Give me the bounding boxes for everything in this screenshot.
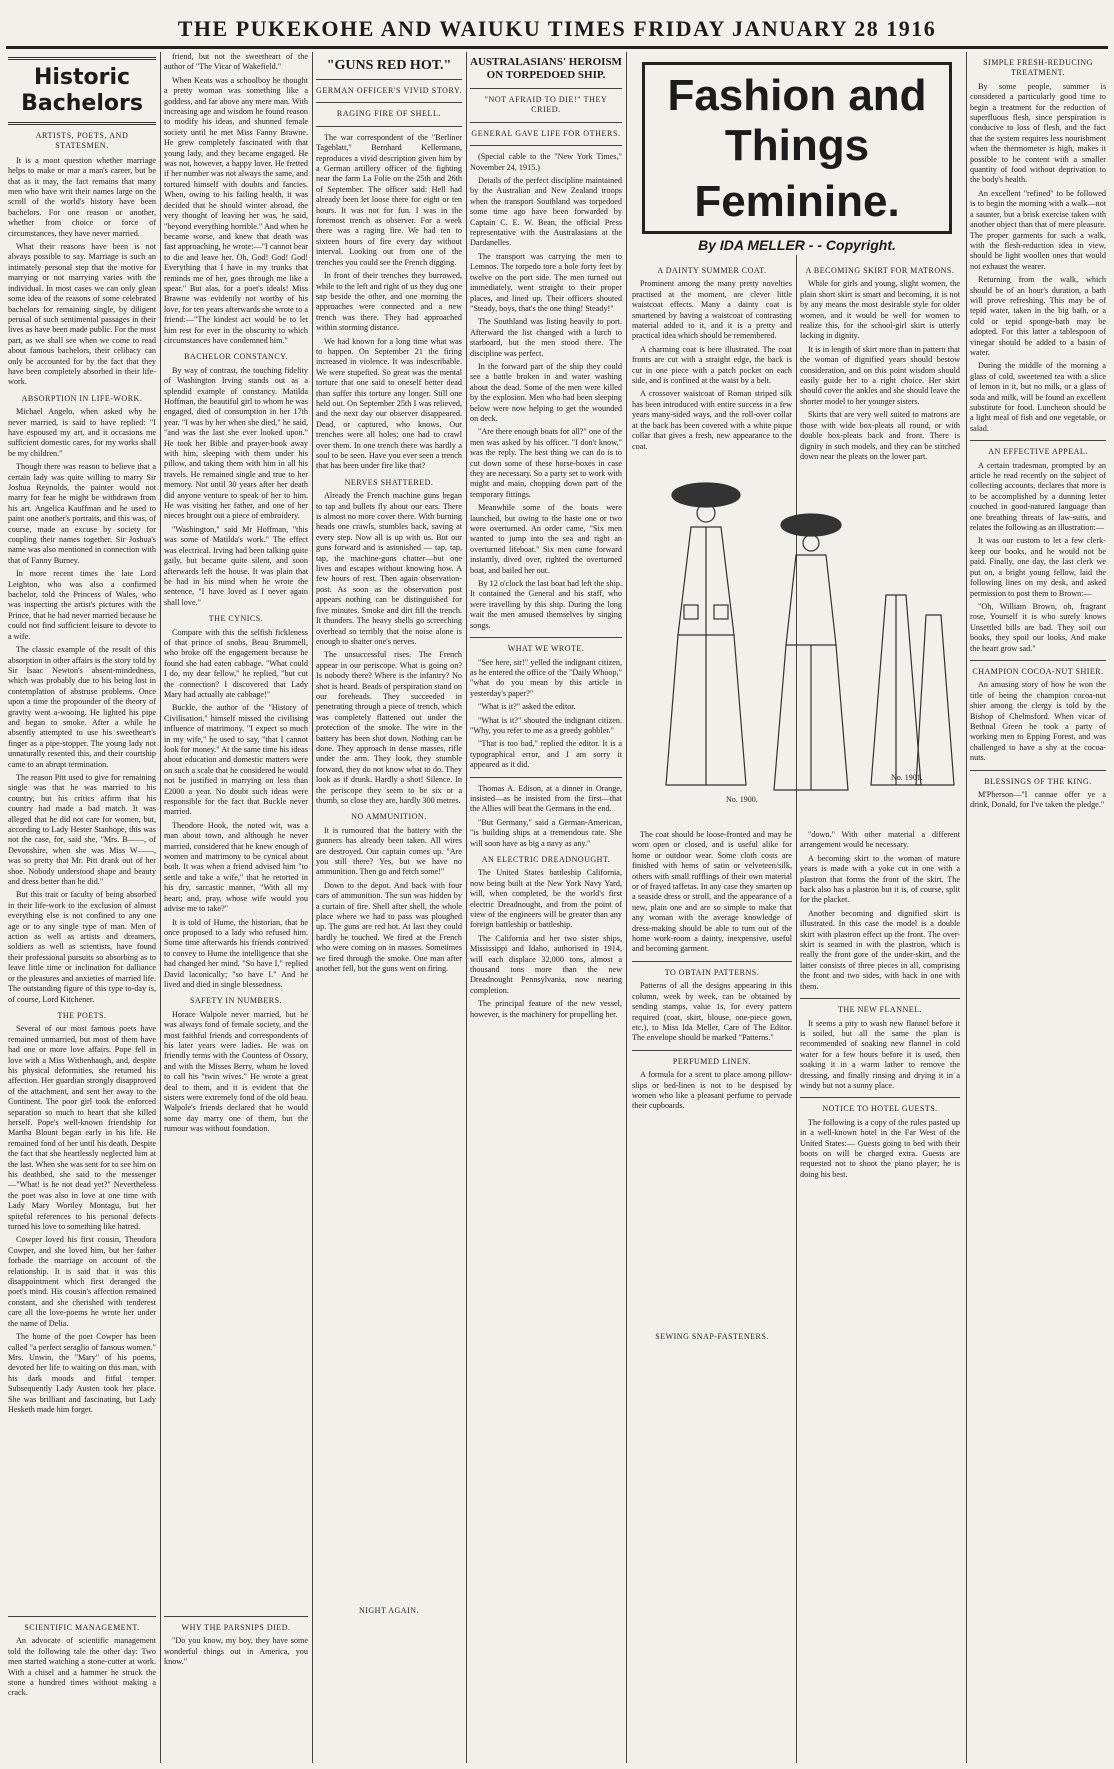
section-heading: A BECOMING SKIRT FOR MATRONS. [805, 266, 955, 275]
paragraph: "See here, sir!" yelled the indignant citizen, as he entered the office of the "Daily Whoop," "what do you mean by this article in yesterday's paper?" [470, 657, 622, 698]
fashion-header [632, 52, 962, 252]
paragraph: In more recent times the late Lord Leighton, who was also a confirmed bachelor, told the Princess of Wales, who was inspecting the artist's pictures with the Prince, that he had never married because he could not find sufficient leisure to devote to a wife. [8, 569, 156, 641]
paragraph: Already the French machine guns began to tap and bullets fly about our ears. There is almost no more cover there. With burning heads one crawls, stumbles back, saving at every step. Now all is up with us. But our guns forward and is astonished — tap, tap, tap, the machine-guns chatter—but one lives and escapes without knowing how. A few hours of rest. Then again observation-post. As soon as the observation post appears nothing can be distinguished for five minutes. Smoke and dirt fill the trench. It thunders. The heavy shells go screeching overhead so terribly that the noise alone is enough to shatter one's nerves. [316, 491, 462, 646]
paragraph: Thomas A. Edison, at a dinner in Orange, insisted—as he insisted from the first—that the Allies will beat the Germans in the end. [470, 783, 622, 814]
article-subtitle: GERMAN OFFICER'S VIVID STORY. [316, 86, 462, 95]
paragraph: It is rumoured that the battery with the gunners has already been taken. All wires are destroyed. Our captain comes up. "Are you still there? Yes, but we have no ammunition. Then go and fetch some!" [316, 825, 462, 877]
section-heading: NERVES SHATTERED. [344, 477, 434, 487]
paragraph: An excellent "refined" to be followed is to begin the morning with a walk—not a saunter, but a brisk exercise taken with another object than that of mere pleasure. The proper garments for such a walk, with the flesh-reduction idea in view, should be light woollen ones that would not exhaust the wearer. [970, 188, 1106, 271]
fashion-byline: By IDA MELLER - - Copyright. [698, 237, 896, 253]
section-heading: NO AMMUNITION. [351, 812, 427, 822]
paragraph: "down." With other material a different arrangement would be necessary. [800, 830, 960, 850]
paragraph: It is a moot question whether marriage helps to make or mar a man's career, but be that as it may, the fact remains that many men who have writ their names large on the scroll of the world's history have been bachelors. For one reason or another, whether from choice or force of circumstances, they have never married. [8, 155, 156, 238]
fashion-title-line2: Feminine. [694, 177, 900, 226]
paragraph: The California and her two sister ships, Mississippi and Idaho, authorised in 1914, will each displace 32,000 tons, almost a thousand tons more than the new Dreadnought Pennsylvania, now nearing completion. [470, 933, 622, 995]
paragraph: It was our custom to let a few clerk-keep our books, and he would not be paid. Finally, one day, the last clerk we put on, a bright young fellow, laid the following lines on my desk, and asked permission to post them to Brown:— [970, 536, 1106, 598]
section-heading: BLESSINGS OF THE KING. [984, 776, 1092, 786]
figure-caption: No. 1900. [726, 795, 758, 804]
paragraph: Though there was reason to believe that a certain lady was quite willing to marry Sir Joshua Reynolds, the painter would not marry for fear he might be withdrawn from his art. Angelica Kauffman and he used to paint one another's portraits, and this was, of course, made an excuse by society for coupling their names together. Sir Joshua's name was also mentioned in connection with that of Fanny Burney. [8, 462, 156, 565]
paragraph: The unsuccessful rises. The French appear in our periscope. What is going on? Is nobody there? Where is the infantry? No shot is heard. Beads of perspiration stand on our foreheads. They succeeded in penetrating through a piece of trench, which was completely flattened out under the protection of the smoke. The wire in the battery has been shot down. Nothing can be done. They approach in dense masses, rifle under the arm. They look, they stumble forward, they do not know what to do. They look as if drunk. Hardly a shot! Silence. In the periscope they seem to be six or a thumb, so close they are, hardly 300 metres. [316, 650, 462, 805]
paragraph: By way of contrast, the touching fidelity of Washington Irving stands out as a splendid example of constancy. Matilda Hoffman, the beautiful girl to whom he was engaged, died of consumption in her 17th year. "I was by her when she died," he said, "and was the last she ever looked upon." He took her Bible and prayer-book away with him, sleeping with them under his pillow, and taking them with him in all his travels. He remained single and true to her memory. Not until 30 years after her death did anyone venture to speak of her to him. He was visiting her father, and one of her nieces brought out a piece of embroidery. [164, 365, 308, 521]
paragraph: An advocate of scientific management told the following tale the other day: Two men started watching a stone-cutter at work. With a chisel and a hammer he struck the stone a hundred times without making a crack. [8, 1636, 156, 1698]
paragraph: Theodore Hook, the noted wit, was a man about town, and although he never married, considered that he knew enough of women and matrimony to be cynical about both. It was when a friend advised him "to settle and take a wife," that he retorted in his dry, sarcastic manner, "With all my heart; and, pray, whose wife would you advise me to take?" [164, 820, 308, 914]
paragraph: Skirts that are very well suited to matrons are those with wide box-pleats all round, or with double box-pleats back and front. There is dignity in such models, and they can be stitched down near the pleats on the lower part. [800, 410, 960, 461]
section-heading: THE NEW FLANNEL. [837, 1005, 923, 1015]
section-heading: NOTICE TO HOTEL GUESTS. [822, 1104, 938, 1114]
paragraph: "But Germany," said a German-American, "is building ships at a tremendous rate. She will soon have as big a navy as any." [470, 817, 622, 848]
column-right [970, 52, 1106, 1763]
paragraph: Details of the perfect discipline maintained by the Australian and New Zealand troops when the transport Southland was torpedoed some time ago have been forwarded by Captain C. E. W. Bean, the official Press representative with the Australasians at the Dardanelles. [470, 176, 622, 248]
section-heading: SCIENTIFIC MANAGEMENT. [24, 1623, 140, 1632]
masthead-rule [6, 46, 1108, 49]
paragraph: The reason Pitt used to give for remaining single was that he was married to his country, but his critics affirm that his country had made a bad match. It was alleged that he did not care for women, but, according to Lady Hester Stanhope, this was not the case, for, said she, "Mrs. B——, of Devonshire, when she was Miss W——, was so pretty that Mr. Pitt drank out of her shoe. Nobody understood shape and beauty and dress better than he did." [8, 772, 156, 887]
section-heading: SIMPLE FRESH-REDUCING TREATMENT. [983, 58, 1093, 78]
paragraph: But this trait or faculty of being absorbed in their life-work to the exclusion of almost everything else is not confined to any one age or to any single type of man. Men of action as well as artists and dreamers, soldiers as well as scientists, have found their professional pursuits so absorbing as to leave little time or inclination for dalliance or the pleasures and anxieties of married life. The outstanding figure of this type to-day is, of course, Lord Kitchener. [8, 890, 156, 1004]
paragraph: "That is too bad," replied the editor. It is a typographical error, and I am sorry it appeared as it did. [470, 739, 622, 770]
paragraph: Cowper loved his first cousin, Theodora Cowper, and she loved him, but her father forbade the marriage on account of the relationship. It is said that it was this disappointment which first deranged the poet's mind. His cousin's affection remained constant, and she cherished with tenderest care all the love-poems he wrote her under the name of Delia. [8, 1235, 156, 1328]
paragraph: Compare with this the selfish fickleness of that prince of snobs, Beau Brummell, who broke off the engagement because he found she had eaten cabbage. "What could I do, my dear fellow," he replied, "but cut the connection? I discovered that Lady Mary had actually ate cabbage!" [164, 627, 308, 699]
section-heading: TO OBTAIN PATTERNS. [664, 967, 760, 977]
section-heading: PERFUMED LINEN. [672, 1056, 752, 1066]
paragraph: A formula for a scent to place among pillow-slips or bed-linen is not to be despised by women who like a pleasant perfume to pervade their cupboards. [632, 1070, 792, 1111]
paragraph: By some people, summer is considered a particularly good time to begin a treatment for the reduction of superfluous flesh, since perspiration is conducive to loss of flesh, and the fact that the system requires less nourishment when the thermometer is high, makes it possible to be content with a smaller quantity of food without deprivation to the body's health. [970, 81, 1106, 185]
paragraph: Several of our most famous poets have remained unmarried, but most of them have had one or more love affairs. Pope fell in love with a Miss Withenhaugh, and, despite his physical deformities, she returned his affection. Her guardian strongly disapproved of the attachment, and sent her away to the Continent. The poor girl took the enforced separation so much to heart that she killed herself. Pope's well-known friendship for Martha Blount began early in his life. He remained fond of her until his death. Despite the fact that she heartlessly neglected him at the last. When she was sent for to see him on his deathbed, she said to the messenger—"What! is he not dead yet?" Nevertheless the poet was also in love at one time with Lady Mary Wortley Montagu, but her spiteful references to his personal defects turned his love to something like hatred. [8, 1024, 156, 1232]
section-heading: CHAMPION COCOA-NUT SHIER. [972, 666, 1104, 676]
column-australasians-heroism [470, 52, 622, 1763]
column-parsnips [164, 1610, 308, 1763]
article-subtitle: GENERAL GAVE LIFE FOR OTHERS. [471, 128, 621, 138]
paragraph: "What is it?" asked the editor. [478, 702, 576, 712]
paragraph: Returning from the walk, which should be of an hour's duration, a bath will prove refreshing. This may be of tepid water, taken in the big bath, or a cold or tepid sponge-bath may be adopted. For this latter a tablespoon of vinegar should be added to a basin of water. [970, 275, 1106, 357]
fashion-title-line1: Fashion and Things [667, 71, 927, 170]
paragraph: What their reasons have been is not always possible to say. Marriage is such an intimately personal step that the motive for marrying or not marrying varies with the individual. In most cases we can only glean some idea of the reasons of some celebrated bachelors for remaining single, by diligent perusal of such sentimental passages in their lives as have been made public. For the most part, as we shall see when we come to read about famous bachelors, their celibacy can only be accounted for by the fact that they have been completely absorbed in their life-work. [8, 242, 156, 387]
paragraph: A crossover waistcoat of Roman striped silk has been introduced with entire success in a few years many-sided ways, and the roll-over collar at the back has been covered with a white pique collar that gives a fresh, new appearance to the coat. [632, 389, 792, 451]
paragraph: Another becoming and dignified skirt is illustrated. In this case the model is a double skirt with plastron effect up the front. The over-skirt is seamed in with the plastron, which is really the front gore of the under-skirt, and the latter consists of three pieces in all, comprising the front and two sides, with back in one with them. [800, 908, 960, 991]
paragraph: Prominent among the many pretty novelties practised at the moment, are clever little waistcoat effects. Many a dainty coat is smartened by having a waistcoat of contrasting material added to it, and it is a pretty and practical idea which should be remembered. [632, 279, 792, 341]
paragraph: In the forward part of the ship they could see a battle broken in and water washing about the dead. Some of the men were killed by the explosion. Men who had been sleeping below were now helping to get the wounded on deck. [470, 361, 622, 423]
section-heading: SEWING SNAP-FASTENERS. [655, 1331, 769, 1341]
paragraph: Michael Angelo, when asked why he never married, is said to have replied: "I have espoused my art, and it occasions me sufficient domestic cares, for my works shall be my children." [8, 407, 156, 458]
paragraph: It seems a pity to wash new flannel before it is soiled, but all the same the plan is recommended of soaking new flannel in cold water for a few hours before it is used, then soaking it in a warm lather to remove the dressing, and finally rinsing and drying it in a windy but not a sunny place. [800, 1018, 960, 1090]
paragraph: M'Pherson—"I cannae offer ye a drink, Donald, for I've taken the pledge." [970, 790, 1106, 810]
paragraph: The war correspondent of the "Berliner Tageblatt," Bernhard Kellermann, reproduces a vivid description given him by a German artillery officer of the fighting near the farm La Folie on the 25th and 26th of September. The officer said: Hell had already been let loose there for eight or ten hours. It was not for fun. I was in the foremost trench as observer. For a week there was a raging fire. We had ten to sixteen hours of fire every day without interval. Looking out from one of the trenches you could see the French digging. [316, 132, 462, 267]
paragraph: By 12 o'clock the last boat had left the ship. It contained the General and his staff, who were travelling by this ship. During the long wait the men amused themselves by singing songs. [470, 579, 622, 630]
section-heading: WHY THE PARSNIPS DIED. [181, 1623, 291, 1632]
paragraph: The transport was carrying the men to Lemnos. The torpedo tore a hole forty feet by twelve on the port side. The men turned out immediately, went straight to their proper places, and lined up. Their officers shouted "Steady, boys, that's the one thing! Steady!" [470, 251, 622, 313]
paragraph: The United States battleship California, now being built at the New York Navy Yard, will, when completed, be the world's first electric Dreadnought, and from the point of view of the engineers will be greater than any foreign battleship or battleship. [470, 868, 622, 930]
column-historic-bachelors-continued [164, 52, 308, 1763]
paragraph: "What is it?" shouted the indignant citizen. "Why, you refer to me as a greedy gobbler." [470, 715, 622, 735]
article-title: "GUNS RED HOT." [326, 58, 452, 73]
paragraph: It is in length of skirt more than in pattern that the woman of dignified years should bestow consideration, and on this point wisdom should easily guide her to a right choice. Her skirt should cover the ankles and she should leave the shorter model to her younger sisters. [800, 344, 960, 406]
paragraph: When Keats was a schoolboy he thought a pretty woman was something like a goddess, and far above any mere man. With increasing age and wisdom he found reason to modify his ideas, and shunned female society until he met Miss Fanny Brawne. He grew completely fascinated with that young lady, and they became engaged. He was not, however, a happy lover. He fretted if her number was not always the same, and tortured himself with doubts and fancies. When, owing to his failing health, it was decided that he should winter abroad, the very thought of leaving her was, he said, "beyond everything horrible." And when he became worse, and knew that death was fast approaching, he wrote:—"I cannot bear to die and leave her. Oh, God! God! God! Everything that I have in my trunks that reminds me of her, goes through me like a spear." But alas, for a poet's ideals! Miss Brawne was evidently not worthy of his love, for ten years afterwards she wrote to a friend:—"The kindest act would be to let him rest for ever in the obscurity to which circumstances have condemned him." [164, 75, 308, 345]
paragraph: friend, but not the sweetheart of the author of "The Vicar of Wakefield." [164, 52, 308, 72]
paragraph: During the middle of the morning a glass of cold, sweetened tea with a slice of lemon in it, but no milk, or a glass of soda and milk, will be found an excellent substitute for food. Luncheon should be a light meal of fish and one vegetable, or salad. [970, 361, 1106, 433]
paragraph: The Southland was listing heavily to port. Afterward the list changed with a lurch to starboard, but the men stood there. The discipline was perfect. [470, 317, 622, 358]
paragraph: A becoming skirt to the woman of mature years is made with a yoke cut in one with a plastron that forms the front of the skirt. The back also has a plastron but it is, of course, split for the placket. [800, 853, 960, 905]
paragraph: While for girls and young, slight women, the plain short skirt is smart and becoming, it is not by any means the most desirable style for older women, and it would be well for women to realize this, for the school-girl skirt is utterly lacking in dignity. [800, 279, 960, 341]
paragraph: The coat should be loose-fronted and may be worn open or closed, and is useful alike for home or outdoor wear. Some cloth costs are finished with hems of satin or velveteen/silk, others with small rufflings of their own material or of frayed taffetas. In any case they smarten up a seaside dress or stroll, and the appearance of a new, plain one and are so simple to make that any woman with the average knowledge of dress-making should be able to turn out of the home work-room a dainty, inexpensive, useful and becoming garment. [632, 830, 792, 954]
paragraph: Buckle, the author of the "History of Civilisation," himself missed the civilising influence of matrimony. "I expect so much in my wife," he used to say, "that I cannot look for money." At the same time his ideas about education and domestic matters were on such a scale that he considered he would not be justified in marrying on less than £2000 a year. No doubt such ideas were responsible for the fact that Buckle never married. [164, 703, 308, 817]
figure-caption: No. 1901. [891, 773, 923, 782]
paragraph: The classic example of the result of this absorption in other affairs is the story told by Sir Isaac Newton's absent-mindedness, which was probably due to his being lost in contemplation of abstruse problems. Once upon a time the propounder of the theory of gravity went a-wooing. He lighted his pipe and began to smoke. After a while he absently attempted to use his sweetheart's finger as a pipe-stopper. The young lady not unnaturally resented this, and their courtship came to an abrupt termination. [8, 645, 156, 769]
column-guns-red-hot [316, 52, 462, 1763]
paragraph: "Do you know, my boy, they have some wonderful things out in America, you know." [164, 1636, 308, 1667]
section-heading: A DAINTY SUMMER COAT. [657, 266, 767, 275]
paragraph: An amusing story of how he won the title of being the champion cocoa-nut shier among the clergy is told by the Bishop of Chelmsford. When vicar of Bethnal Green he took a party of working men to Epping Forest, and was challenged to have a shy at the cocoa-nuts. [970, 680, 1106, 763]
section-heading: AN ELECTRIC DREADNOUGHT. [481, 855, 611, 864]
fashion-figures-drawing [636, 455, 956, 810]
section-heading: THE POETS. [57, 1010, 107, 1020]
paragraph: Patterns of all the designs appearing in this column, week by week, can be obtained by sending stamps, value 1s, for every pattern required (coat, skirt, blouse, one-piece gown, etc.), to Miss Ida Meller, Care of The Editor. The envelope should be marked "Patterns." [632, 981, 792, 1043]
paragraph: In front of their trenches they burrowed, while to the left and right of us they dug one sap beside the other, and one morning the approaches were connected and a new trench was there. They had approached within storming distance. [316, 271, 462, 333]
column-night-again [316, 1600, 462, 1763]
article-subtitle: ARTISTS, POETS, AND STATESMEN. [35, 131, 129, 151]
article-title: AUSTRALASIANS' HEROISM ON TORPEDOED SHIP. [470, 56, 622, 81]
column-historic-bachelors [8, 52, 156, 1763]
paragraph: "Are there enough boats for all?" one of the men was asked by his officer. "I don't know," was the reply. The best thing we can do is to cut down some of these horse-boxes in case they are necessary. So a party set to work with might and main, chopping down part of the temporary fittings. [470, 427, 622, 499]
paragraph: The home of the poet Cowper has been called "a perfect seraglio of famous women." Mrs. Unwin, the "Mary" of his poems, devoted her life to waiting on this man, with his dark moods and fitful temper. Subsequently Lady Austen took her place. She was brilliant and fascinating, but Lady Hesketh made him forget. [8, 1332, 156, 1414]
section-heading: AN EFFECTIVE APPEAL. [988, 447, 1088, 457]
paragraph: "Oh, William Brown, oh, fragrant rose, Yourself it is who surely knows Unsettled bills are bad. They soil our books, they spoil our looks, And make the heart grow sad." [970, 601, 1106, 653]
article-subtitle: "NOT AFRAID TO DIE!" THEY CRIED. [484, 95, 608, 115]
paragraph: The principal feature of the new vessel, however, is the machinery for propelling her. [470, 999, 622, 1019]
column-summer-coat-continued [632, 830, 792, 1763]
fashion-illustration [636, 455, 956, 810]
paragraph: "Washington," said Mr Hoffman, "this was some of Matilda's work." The effect was electrical. Irving had been talking quite gaily, but became quite silent, and soon afterwards left the house. It was plain that he had in his mind when he wrote the sentence, "I have loved as I never again shall love." [164, 524, 308, 607]
column-scientific-management [8, 1610, 156, 1763]
section-heading: BACHELOR CONSTANCY. [184, 352, 288, 362]
section-heading: THE CYNICS. [208, 614, 264, 624]
section-heading: NIGHT AGAIN. [358, 1606, 420, 1615]
paragraph: Down to the depot. And back with four cars of ammunition. The sun was hidden by a curtain of fire. Shell after shell, the whole place where we had to pass was ploughed up. The guns are red hot. At last they could hardly be touched. We fired at the French who were coming on in masses. Sometimes we fired through the smoke. One man after another fell, but the guns went on firing. [316, 880, 462, 974]
section-heading: SAFETY IN NUMBERS. [189, 996, 283, 1006]
paragraph: It is told of Hume, the historian, that he once proposed to a lady who refused him. Some time afterwards his friends contrived to convey to Hume the intelligence that she had changed her mind. "So have I," replied David laconically; "so have I." And he lived and died in single blessedness. [164, 917, 308, 989]
paragraph: Meanwhile some of the boats were launched, but owing to the haste one or two were overturned. An order came, "Six men wanted to jump into the sea and right an overturned lifeboat." Six men came forward instantly, dived over, righted the overturned boat, and bailed her out. [470, 503, 622, 575]
article-title: Historic Bachelors [21, 65, 143, 116]
article-subtitle: RAGING FIRE OF SHELL. [336, 109, 442, 119]
column-matron-skirt-continued [800, 830, 960, 1763]
paragraph: We had known for a long time what was to happen. On September 21 the firing increased in violence. It was indescribable. We were stupefied. So great was the mental torture that one said to oneself better dead than suffer this torture any longer. Still one held out. On September 25th I was relieved, and the next day our observer disappeared. Dead, or captured, who knows. Our trenches were all holes; one had to crawl over them. In one trench there was hardly a soul to be seen. Have you ever seen a trench that has been under fire like that? [316, 336, 462, 471]
paragraph: A certain tradesman, prompted by an article he read recently on the subject of collecting accounts, declares that more is to be accomplished by a dunning letter couched in good-natured language than one breathing threats of law-suits, and relates the following as an illustration:— [970, 460, 1106, 533]
masthead: THE PUKEKOHE AND WAIUKU TIMES FRIDAY JANUARY 28 1916 [177, 16, 937, 41]
section-heading: WHAT WE WROTE. [507, 644, 585, 654]
paragraph: (Special cable to the "New York Times," November 24, 1915.) [470, 152, 622, 172]
paragraph: A charming coat is here illustrated. The coat fronts are cut with a straight edge, the back is cut in one piece with a patch pocket on each side, and is confined at the waist by a belt. [632, 344, 792, 386]
section-heading: ABSORPTION IN LIFE-WORK. [21, 393, 143, 403]
paragraph: Horace Walpole never married, but he was always fond of female society, and the most faithful friends and correspondents of his later years were ladies. He was on friendly terms with the Countess of Ossory, and with the Misses Berry, whom he loved to call his "twin wives." He wrote a great deal to them, and it is evident that the sisters were extremely fond of the old beau. Walpole's friends declared that he would some day marry one of them, but the rumour was without foundation. [164, 1009, 308, 1134]
paragraph: The following is a copy of the rules pasted up in a well-known hotel in the Far West of the United States:— Guests going to bed with their boots on will be charged extra. Guests are requested not to shoot the piano player; he is doing his best. [800, 1117, 960, 1179]
